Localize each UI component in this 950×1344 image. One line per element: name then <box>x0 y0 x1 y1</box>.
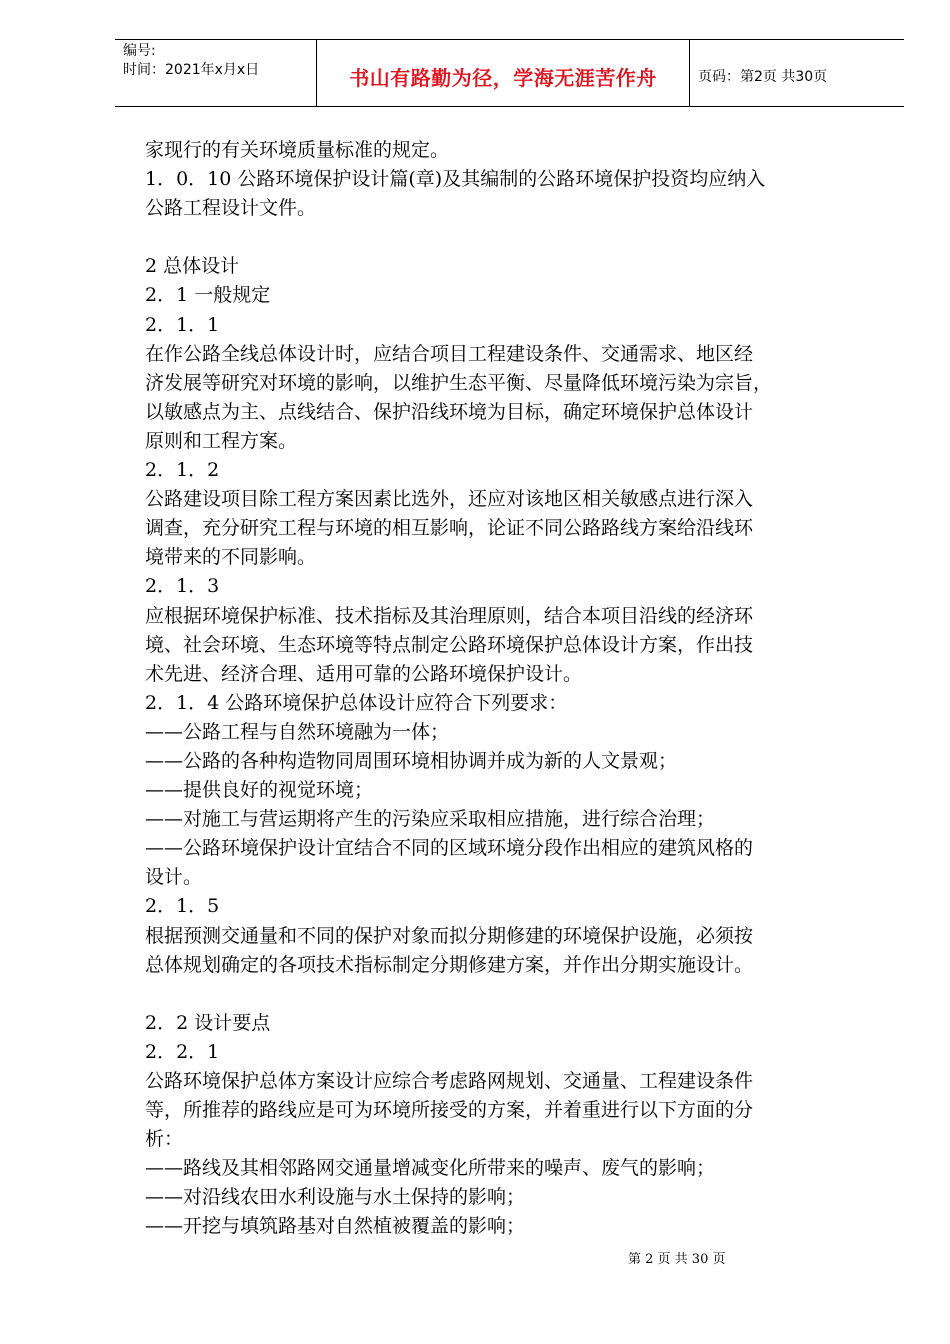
body-line: ——公路工程与自然环境融为一体； <box>145 720 450 743</box>
body-line: 总体规划确定的各项技术指标制定分期修建方案，并作出分期实施设计。 <box>145 953 754 976</box>
body-line: 1．0．10 公路环境保护设计篇(章)及其编制的公路环境保护投资均应纳入 <box>145 168 766 191</box>
body-line: 境、社会环境、生态环境等特点制定公路环境保护总体设计方案，作出技 <box>145 633 754 656</box>
document-time-label: 时间：2021年x月x日 <box>123 62 260 78</box>
body-line: 应根据环境保护标准、技术指标及其治理原则，结合本项目沿线的经济环 <box>145 604 754 627</box>
header-page-label: 页码：第2页 共30页 <box>698 69 828 85</box>
header-motto: 书山有路勤为径，学海无涯苦作舟 <box>316 40 690 106</box>
document-number-label: 编号: <box>123 43 156 59</box>
body-line: 析： <box>145 1128 184 1151</box>
body-line: 2．2 设计要点 <box>145 1011 271 1034</box>
body-line: ——路线及其相邻路网交通量增减变化所带来的噪声、废气的影响； <box>145 1157 716 1180</box>
body-line: 等，所推荐的路线应是可为环境所接受的方案，并着重进行以下方面的分 <box>145 1099 754 1122</box>
body-line: 原则和工程方案。 <box>145 429 298 452</box>
body-line: 以敏感点为主、点线结合、保护沿线环境为目标，确定环境保护总体设计 <box>145 400 754 423</box>
body-line: ——提供良好的视觉环境； <box>145 779 374 802</box>
body-line: 2．1．5 <box>145 895 220 918</box>
body-line: 2．2．1 <box>145 1040 220 1063</box>
body-line: 术先进、经济合理、适用可靠的公路环境保护设计。 <box>145 662 583 685</box>
body-line: 2．1．3 <box>145 575 220 598</box>
header-meta <box>115 40 316 106</box>
body-line: 调查，充分研究工程与环境的相互影响，论证不同公路路线方案给沿线环 <box>145 517 754 540</box>
body-line: 2．1．4 公路环境保护总体设计应符合下列要求： <box>145 691 568 714</box>
body-line: ——对施工与营运期将产生的污染应采取相应措施，进行综合治理； <box>145 808 716 831</box>
body-line: 公路工程设计文件。 <box>145 197 317 220</box>
body-line: 境带来的不同影响。 <box>145 546 317 569</box>
body-line: 公路建设项目除工程方案因素比选外，还应对该地区相关敏感点进行深入 <box>145 488 754 511</box>
body-line: ——对沿线农田水利设施与水土保持的影响； <box>145 1186 526 1209</box>
body-line: 2 总体设计 <box>145 255 240 278</box>
body-line: ——公路环境保护设计宜结合不同的区域环境分段作出相应的建筑风格的 <box>145 837 754 860</box>
body-line: 2．1．1 <box>145 313 220 336</box>
body-line: 根据预测交通量和不同的保护对象而拟分期修建的环境保护设施，必须按 <box>145 924 754 947</box>
body-line: 公路环境保护总体方案设计应综合考虑路网规划、交通量、工程建设条件 <box>145 1070 754 1092</box>
body-line: 2．1．2 <box>145 459 220 482</box>
body-line: 家现行的有关环境质量标准的规定。 <box>145 139 450 161</box>
body-line: ——开挖与填筑路基对自然植被覆盖的影响； <box>145 1215 526 1238</box>
body-line <box>145 223 885 252</box>
page-header <box>115 39 904 107</box>
body-line: 在作公路全线总体设计时，应结合项目工程建设条件、交通需求、地区经 <box>145 342 754 365</box>
page-footer: 第 2 页 共 30 页 <box>628 1252 726 1267</box>
body-line: 济发展等研究对环境的影响，以维护生态平衡、尽量降低环境污染为宗旨， <box>145 371 773 394</box>
body-line <box>145 980 885 1009</box>
body-line: ——公路的各种构造物同周围环境相协调并成为新的人文景观； <box>145 749 678 772</box>
body-line: 2．1 一般规定 <box>145 284 271 307</box>
document-body <box>145 136 885 1242</box>
body-line: 设计。 <box>145 866 203 889</box>
